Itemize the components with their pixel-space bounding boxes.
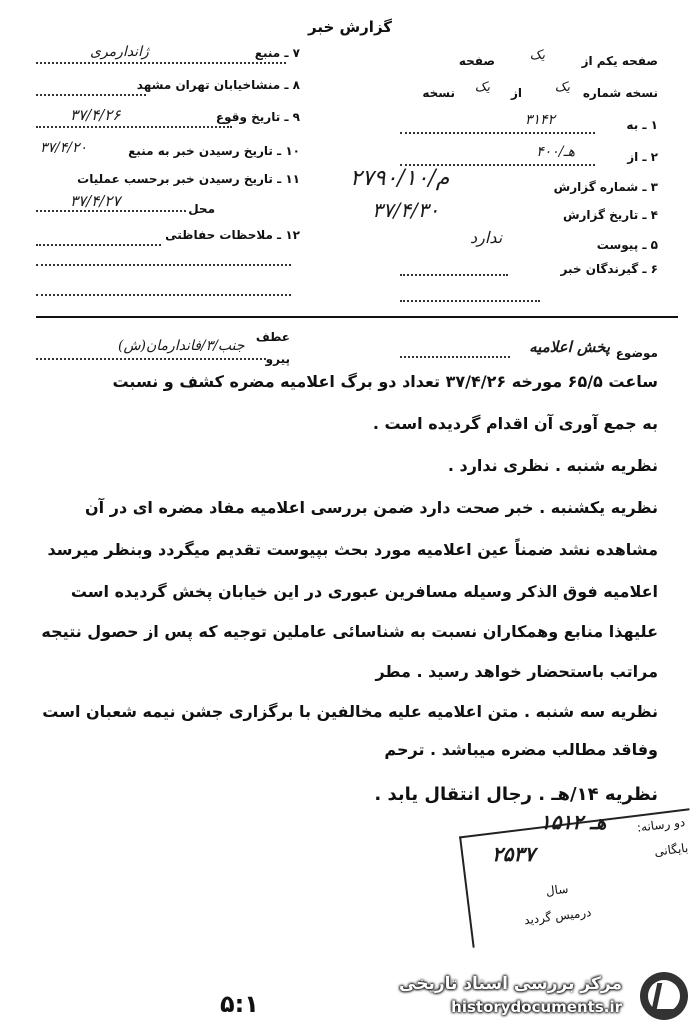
page-of-value: یک <box>529 48 545 63</box>
field-ops-date-label: ۱۱ ـ تاریخ رسیدن خبر برحسب عملیات <box>77 172 300 186</box>
dotted-line <box>36 244 161 246</box>
copy-number-value2: یک <box>474 80 490 95</box>
body-line: اعلامیه فوق الذکر وسیله مسافرین عبوری در این خیابان پخش گردیده است <box>70 582 658 601</box>
field-attachment-label: ۵ ـ پیوست <box>596 238 658 252</box>
dotted-line <box>36 264 291 266</box>
field-recipients-label: ۶ ـ گیرندگان خبر <box>560 262 658 276</box>
field-source-label: ۷ ـ منبع <box>254 46 300 60</box>
field-location-value: ۳۷/۴/۲۷ <box>70 192 121 210</box>
side-note-text: جنب/۳/فاندارمان(ش) <box>118 338 245 354</box>
page-title: گزارش خبر <box>307 18 393 36</box>
page-of-label: صفحه یکم از <box>581 54 658 68</box>
field-report-number-label: ۳ ـ شماره گزارش <box>553 180 658 194</box>
stamp-label-4: درمیس گردید <box>523 905 593 928</box>
field-occurrence-date-label: ۹ ـ تاریخ وقوع <box>215 110 300 124</box>
copy-number-value: یک <box>554 80 570 95</box>
dotted-line <box>36 126 232 128</box>
watermark-name: مرکز بررسی اسناد تاریخی <box>399 974 622 994</box>
stamp-label-3: سال <box>545 881 570 899</box>
dotted-line <box>400 356 510 358</box>
field-attachment-value: ندارد <box>470 228 503 247</box>
field-to-label: ۱ ـ به <box>626 118 658 132</box>
body-line: علیهذا منابع وهمکاران نسبت به شناسائی عاملین توجیه که پس از حصول نتیجه <box>41 622 658 641</box>
archive-logo-icon <box>640 972 688 1020</box>
bottom-fragment: ۵:۱ <box>220 990 259 1018</box>
field-location-label: محل <box>188 202 215 216</box>
dotted-line <box>36 62 286 64</box>
body-line: مراتب باستحضار خواهد رسید . مطر <box>375 662 658 681</box>
copy-number-label: نسخه شماره <box>582 86 658 100</box>
watermark-url: historydocuments.ir <box>451 998 622 1016</box>
dotted-line <box>36 210 186 212</box>
dotted-line <box>36 294 291 296</box>
field-receipt-date-label: ۱۰ ـ تاریخ رسیدن خبر به منبع <box>128 144 300 158</box>
field-from-label: ۲ ـ از <box>627 150 658 164</box>
horizontal-rule <box>36 316 678 318</box>
dotted-line <box>36 358 266 360</box>
dotted-line <box>400 300 540 302</box>
body-line: مشاهده نشد ضمناً عین اعلامیه مورد بحث بپیوست تقدیم میگردد وبنظر میرسد <box>47 540 658 559</box>
field-to-value: ۳۱۴۲ <box>524 112 555 128</box>
body-line: نظریه یکشنبه . خبر صحت دارد ضمن بررسی اعلامیه مفاد مضره ای در آن <box>85 498 658 517</box>
subject-value: پخش اعلامیه <box>529 338 610 356</box>
stamp-number-1: ۱۵۱۲ هـ <box>540 810 607 834</box>
field-origin-label: ۸ ـ منشاخیابان تهران مشهد <box>136 78 300 92</box>
copy-number-mid: از <box>510 86 522 100</box>
field-source-value: ژاندارمری <box>90 44 149 60</box>
field-report-number-value: ۲۷۹۰/۱۰/م <box>350 166 450 191</box>
dotted-line <box>400 274 508 276</box>
page-of-suffix: صفحه <box>458 54 495 68</box>
body-line: نظریه سه شنبه . متن اعلامیه علیه مخالفین با برگزاری جشن نیمه شعبان است <box>42 702 658 721</box>
copy-number-suffix: نسخه <box>422 86 455 100</box>
field-from-value: ۴۰۰/هـ <box>536 144 575 160</box>
stamp-label-1: دو رسانه: <box>636 814 686 835</box>
field-occurrence-date-value: ۳۷/۴/۲۶ <box>70 106 121 124</box>
body-line: نظریه ۱۴/هـ . رجال انتقال یابد . <box>374 784 658 805</box>
side-note-pirov: پیرو <box>265 352 290 366</box>
dotted-line <box>400 132 595 134</box>
field-report-date-label: ۴ ـ تاریخ گزارش <box>562 208 658 222</box>
body-line: وفاقد مطالب مضره میباشد . ترحم <box>384 740 658 759</box>
body-line: ساعت ۶۵/۵ مورخه ۳۷/۴/۲۶ تعداد دو برگ اعلامیه مضره کشف و نسبت <box>112 372 658 391</box>
dotted-line <box>36 94 146 96</box>
stamp-label-2: بایگانی <box>653 840 689 859</box>
stamp-number-2: ۲۵۳۷ <box>492 842 535 866</box>
body-line: به جمع آوری آن اقدام گردیده است . <box>372 414 658 433</box>
side-note-atf: عطف <box>255 330 290 344</box>
field-report-date-value: ۳۷/۴/۳۰ <box>372 198 440 222</box>
body-line: نظریه شنبه . نظری ندارد . <box>447 456 658 475</box>
field-security-notes-label: ۱۲ ـ ملاحظات حفاظتی <box>165 228 300 242</box>
subject-label: موضوع <box>615 346 658 360</box>
field-receipt-date-value: ۳۷/۴/۲۰ <box>40 140 88 156</box>
